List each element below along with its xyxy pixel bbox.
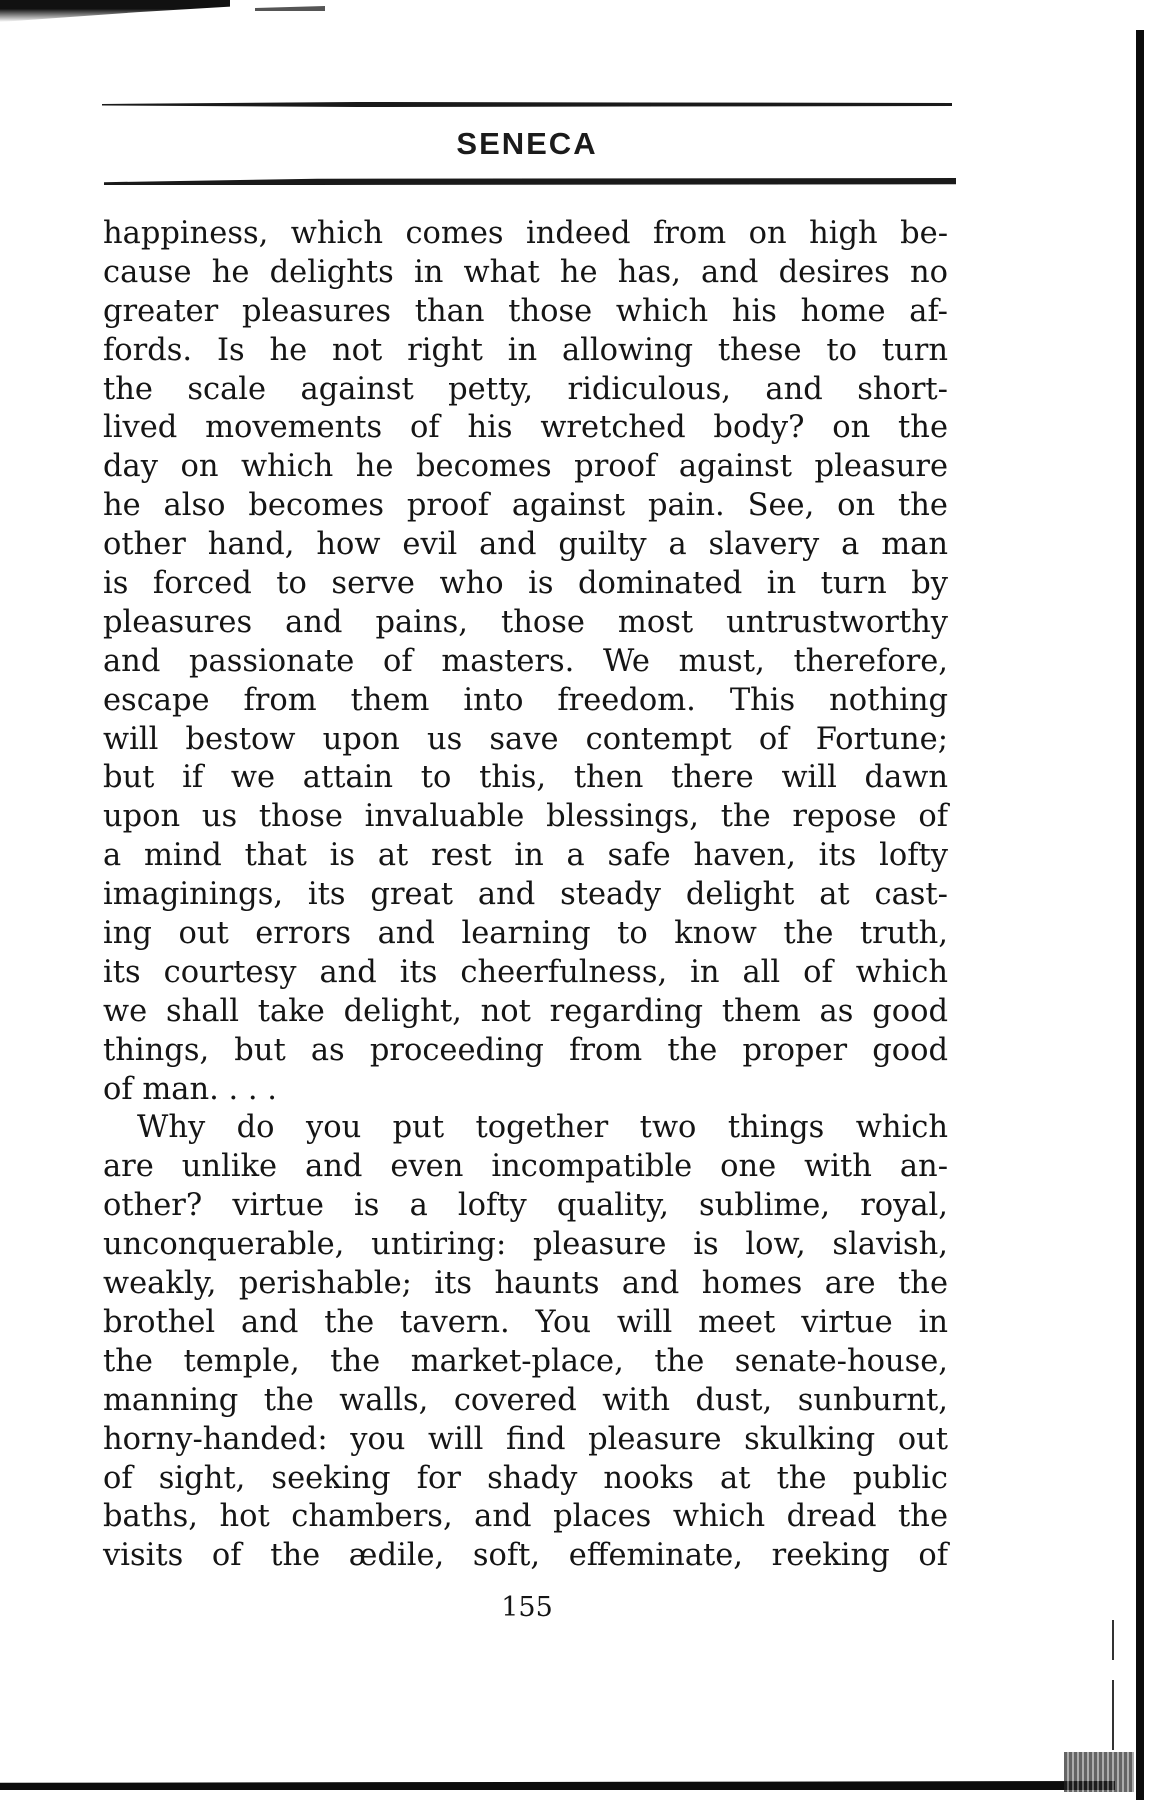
text-line: visits of the ædile, soft, effeminate, reeking of — [103, 1538, 948, 1574]
text-line: other? virtue is a lofty quality, sublime, royal, — [103, 1188, 948, 1224]
text-line: but if we attain to this, then there will dawn — [103, 760, 948, 796]
running-head: SENECA — [456, 126, 598, 161]
scan-smudge-top — [255, 6, 325, 11]
text-line: of man. . . . — [103, 1071, 277, 1107]
scan-corner-bottom-right — [1064, 1752, 1134, 1792]
text-line: will bestow upon us save contempt of Fortune; — [103, 721, 948, 757]
text-line: the temple, the market-place, the senate-house, — [103, 1343, 948, 1379]
scan-mark — [1112, 1680, 1114, 1750]
text-line: of sight, seeking for shady nooks at the public — [103, 1460, 948, 1496]
text-line: we shall take delight, not regarding them as good — [103, 993, 948, 1029]
scan-edge-bottom — [0, 1781, 1115, 1790]
text-line: a mind that is at rest in a safe haven, its lofty — [103, 838, 948, 874]
text-line: lived movements of his wretched body? on the — [103, 410, 948, 446]
text-line: the scale against petty, ridiculous, and short- — [103, 371, 948, 407]
text-line: is forced to serve who is dominated in turn by — [103, 566, 948, 602]
text-line: imaginings, its great and steady delight at cast- — [103, 877, 948, 913]
text-line: happiness, which comes indeed from on high be- — [103, 216, 948, 251]
header-rule-top — [102, 102, 952, 107]
page-number: 155 — [501, 1592, 553, 1623]
scan-edge-right — [1136, 30, 1144, 1800]
text-line: things, but as proceeding from the proper good — [103, 1032, 948, 1068]
text-line: horny-handed: you will find pleasure skulking out — [103, 1421, 948, 1457]
paragraph-1 — [103, 215, 948, 1109]
text-line: its courtesy and its cheerfulness, in all of which — [103, 954, 948, 990]
header-rule-bottom — [104, 178, 956, 185]
text-line: escape from them into freedom. This nothing — [103, 682, 948, 718]
text-line: unconquerable, untiring: pleasure is low, slavish, — [103, 1227, 948, 1263]
scan-mark — [1112, 1620, 1114, 1660]
text-line: he also becomes proof against pain. See, on the — [103, 488, 948, 524]
text-line: cause he delights in what he has, and desires no — [103, 254, 948, 290]
text-line: greater pleasures than those which his home af- — [103, 293, 948, 329]
text-line: brothel and the tavern. You will meet virtue in — [103, 1304, 948, 1340]
text-line: day on which he becomes proof against pleasure — [103, 449, 948, 485]
text-line: baths, hot chambers, and places which dread the — [103, 1499, 948, 1535]
body-text — [103, 215, 948, 1576]
text-line: and passionate of masters. We must, therefore, — [103, 643, 948, 679]
text-line: fords. Is he not right in allowing these to turn — [103, 332, 948, 368]
text-line: pleasures and pains, those most untrustworthy — [103, 604, 948, 640]
text-line: upon us those invaluable blessings, the repose of — [103, 799, 948, 835]
text-line: Why do you put together two things which — [137, 1110, 948, 1146]
text-line: manning the walls, covered with dust, sunburnt, — [103, 1382, 948, 1418]
text-line: weakly, perishable; its haunts and homes are the — [103, 1266, 948, 1302]
text-line: are unlike and even incompatible one with an- — [103, 1149, 948, 1185]
paragraph-2 — [103, 1109, 948, 1576]
scan-edge-top-left — [0, 0, 230, 22]
text-line: ing out errors and learning to know the truth, — [103, 916, 948, 952]
text-line: other hand, how evil and guilty a slavery a man — [103, 527, 948, 563]
